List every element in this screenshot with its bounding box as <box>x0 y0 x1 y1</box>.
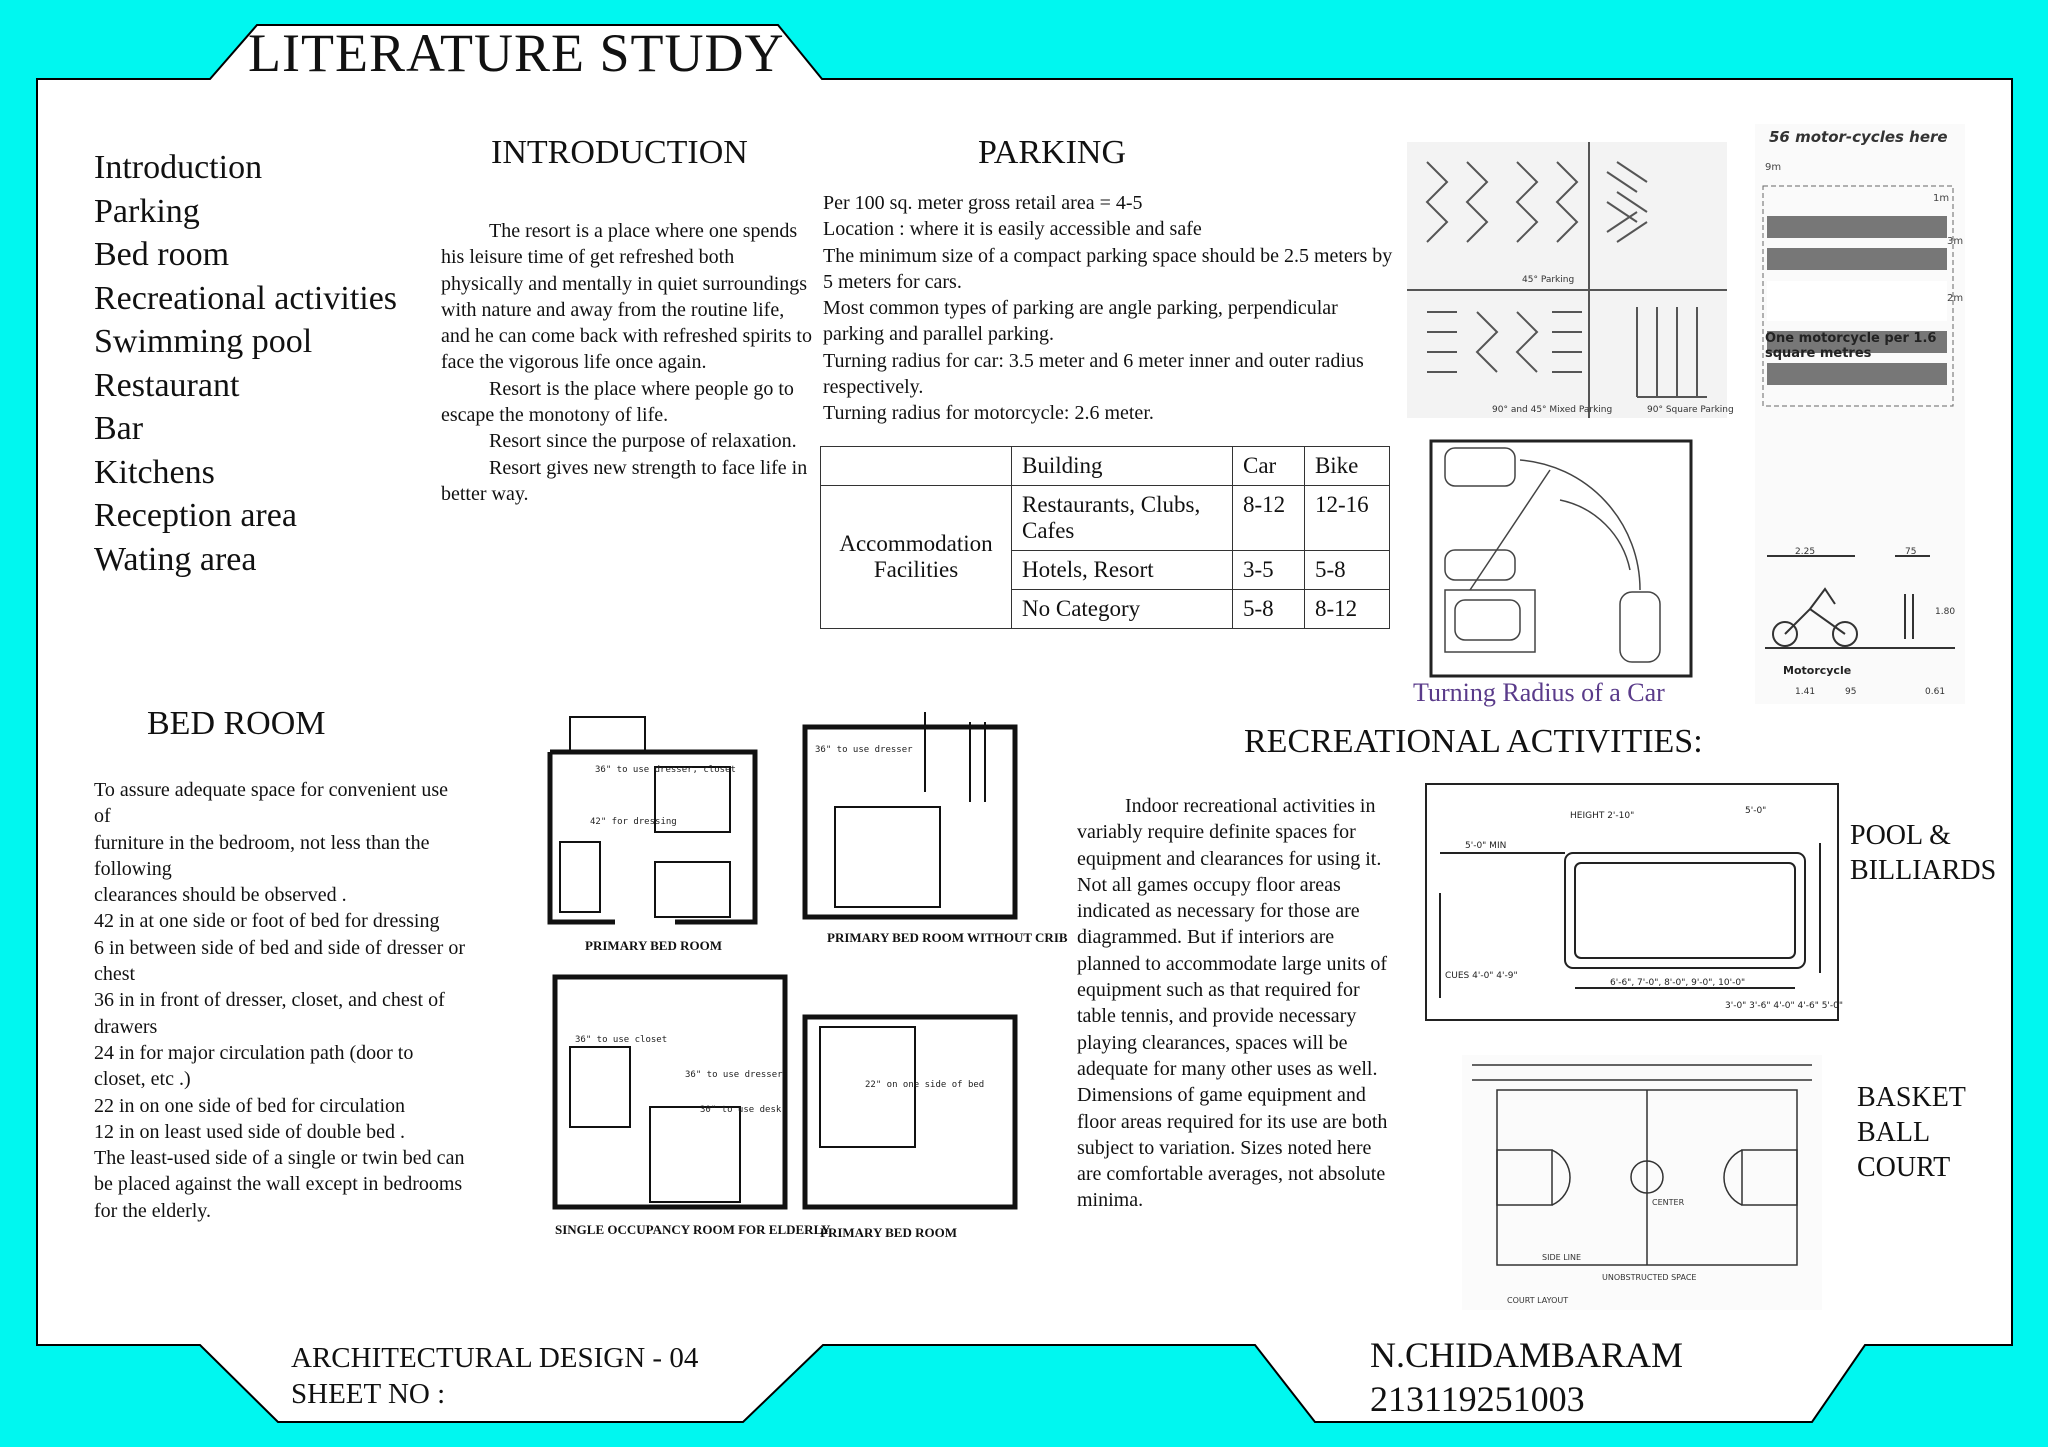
plan-note: 36" to use closet <box>575 1035 668 1045</box>
pool-dim: 5'-0" MIN <box>1465 841 1507 851</box>
parking-line: The minimum size of a compact parking space should be 2.5 meters by 5 meters for cars. <box>823 244 1393 293</box>
parking-angle-label: 45° Parking <box>1522 275 1575 285</box>
sheet-number: SHEET NO : <box>291 1378 446 1410</box>
introduction-text <box>441 218 813 507</box>
pool-dim: CUES 4'-0" 4'-9" <box>1445 971 1518 981</box>
topic-item: Bed room <box>94 236 230 273</box>
moto-dim: 1.80 <box>1935 607 1956 617</box>
table-cell: 5-8 <box>1233 590 1305 629</box>
recreational-text <box>1077 793 1397 1214</box>
moto-dim: 2.25 <box>1795 547 1816 557</box>
basketball-label-line: BALL <box>1857 1117 1931 1148</box>
parking-line: Turning radius for motorcycle: 2.6 meter. <box>823 402 1154 425</box>
register-number: 213119251003 <box>1370 1379 1585 1419</box>
author-name: N.CHIDAMBARAM <box>1370 1335 1684 1375</box>
court-label: SIDE LINE <box>1542 1253 1582 1262</box>
table-row <box>821 486 1390 551</box>
bedroom-line: The least-used side of a single or twin bed can be placed against the wall except in bedrooms for the elderly. <box>94 1147 465 1222</box>
intro-paragraph: Resort gives new strength to face life in better way. <box>441 456 808 505</box>
turning-radius-caption: Turning Radius of a Car <box>1413 678 1665 707</box>
moto-dim: 75 <box>1905 547 1917 557</box>
moto-dim: 3m <box>1947 236 1964 247</box>
parking-table <box>820 446 1390 629</box>
plan-note: 42" for dressing <box>590 817 677 827</box>
table-cell: 3-5 <box>1233 551 1305 590</box>
moto-label: Motorcycle <box>1783 664 1852 677</box>
topic-item: Wating area <box>94 540 257 578</box>
course-name: ARCHITECTURAL DESIGN - 04 <box>291 1342 699 1374</box>
moto-dim: 9m <box>1765 162 1782 173</box>
bedroom-heading: BED ROOM <box>147 705 326 742</box>
pool-billiards-figure <box>1425 783 1844 1023</box>
bedroom-line: 36 in in front of dresser, closet, and chest of drawers <box>94 989 445 1038</box>
plan-caption: PRIMARY BED ROOM <box>820 1225 957 1240</box>
court-label: COURT LAYOUT <box>1507 1296 1569 1305</box>
pool-label <box>1850 818 1996 888</box>
plan-caption: PRIMARY BED ROOM WITHOUT CRIB <box>827 930 1068 945</box>
basketball-label <box>1857 1080 1966 1185</box>
bedroom-plans-figure <box>545 712 1068 1252</box>
moto-grid <box>1755 146 1965 426</box>
pool-label-line: BILLIARDS <box>1850 855 1997 886</box>
motorcycle-drawing <box>1755 544 1965 704</box>
parking-layouts-figure <box>1407 142 1734 418</box>
bedroom-text <box>94 777 466 1224</box>
parking-line: Turning radius for car: 3.5 meter and 6 meter inner and outer radius respectively. <box>823 349 1364 399</box>
recreational-heading: RECREATIONAL ACTIVITIES: <box>1244 723 1703 760</box>
parking-line: Location : where it is easily accessible and safe <box>823 218 1202 241</box>
table-cell: 5-8 <box>1304 551 1389 590</box>
footer-right <box>1370 1333 1683 1421</box>
table-header: Building <box>1012 447 1233 486</box>
topic-item: Restaurant <box>94 366 240 404</box>
table-cell: Hotels, Resort <box>1012 551 1233 590</box>
intro-paragraph: Resort is the place where people go to escape the monotony of life. <box>441 377 794 427</box>
basketball-court-figure <box>1462 1055 1822 1310</box>
plan-note: 36" to use dresser, closet <box>595 765 736 775</box>
motorcycle-figure <box>1755 124 1965 704</box>
topic-item: Reception area <box>94 497 297 534</box>
plan-note: 30" to use desk <box>700 1105 782 1115</box>
turning-radius-figure <box>1430 440 1692 680</box>
basketball-label-line: BASKET <box>1857 1082 1966 1113</box>
table-row <box>821 447 1390 486</box>
moto-note: One motorcycle per 1.6 square metres <box>1765 331 1937 361</box>
pool-label-line: POOL & <box>1850 820 1951 851</box>
parking-line: Per 100 sq. meter gross retail area = 4-5 <box>823 192 1143 214</box>
intro-paragraph: The resort is a place where one spends his leisure time of get refreshed both physically and mentally in quiet surroundings with nature and away from the routine life, and he can come back with refreshed spirits to face the vigorous life once again. <box>441 220 812 374</box>
intro-paragraph: Resort since the purpose of relaxation. <box>489 430 797 453</box>
court-label: CENTER <box>1652 1198 1685 1207</box>
topic-list <box>94 146 397 581</box>
pool-dim: 6'-6", 7'-0", 8'-0", 9'-0", 10'-0" <box>1610 978 1746 988</box>
plan-note: 36" to use dresser <box>815 745 913 755</box>
moto-dim: 2m <box>1947 293 1964 304</box>
topic-item: Swimming pool <box>94 323 313 360</box>
parking-text <box>823 190 1393 427</box>
pool-dim: 3'-0" 3'-6" 4'-0" 4'-6" 5'-0" <box>1725 1001 1844 1011</box>
pool-dim: 5'-0" <box>1745 806 1767 816</box>
bedroom-line: clearances should be observed . <box>94 884 347 907</box>
parking-angle-label: 90° Square Parking <box>1647 405 1734 415</box>
pool-dim: HEIGHT 2'-10" <box>1570 811 1635 821</box>
table-cell: 12-16 <box>1304 486 1389 551</box>
bedroom-line: 24 in for major circulation path (door to closet, etc .) <box>94 1041 414 1091</box>
topic-item: Recreational activities <box>94 279 398 317</box>
court-label: UNOBSTRUCTED SPACE <box>1602 1273 1697 1282</box>
parking-angle-label: 90° and 45° Mixed Parking <box>1492 405 1613 415</box>
basketball-label-line: COURT <box>1857 1152 1951 1183</box>
bedroom-line: 22 in on one side of bed for circulation <box>94 1094 406 1117</box>
plan-note: 22" on one side of bed <box>865 1080 985 1090</box>
plan-caption: PRIMARY BED ROOM <box>585 938 722 953</box>
bedroom-line: To assure adequate space for convenient use of <box>94 779 449 828</box>
table-cell: Restaurants, Clubs, Cafes <box>1012 486 1233 551</box>
table-cell: No Category <box>1012 590 1233 629</box>
moto-title: 56 motor-cycles here <box>1769 128 1948 146</box>
introduction-heading: INTRODUCTION <box>491 134 748 171</box>
moto-dim: 1m <box>1933 193 1950 204</box>
table-header: Car <box>1233 447 1305 486</box>
table-cell: 8-12 <box>1233 486 1305 551</box>
recreational-paragraph: Indoor recreational activities in variably require definite spaces for equipment and clearances for using it. Not all games occupy floor areas indicated as necessary for those are diagrammed. But if interiors are planned to accommodate large units of equipment such as that required for table tennis, and provide necessary playing clearances, spaces will be adequate for many other uses as well. Dimensions of game equipment and floor areas required for its use are both subject to variation. Sizes noted here are comfortable averages, not absolute minima. <box>1077 795 1388 1212</box>
moto-dim: 1.41 <box>1795 687 1816 697</box>
bedroom-line: 42 in at one side or foot of bed for dressing <box>94 910 440 933</box>
parking-line: Most common types of parking are angle parking, perpendicular parking and parallel parking. <box>823 297 1338 346</box>
moto-dim: 95 <box>1845 687 1857 697</box>
page-title: LITERATURE STUDY <box>248 23 785 83</box>
footer-left <box>291 1340 698 1412</box>
parking-heading: PARKING <box>978 134 1127 171</box>
topic-item: Bar <box>94 410 144 447</box>
table-cell: 8-12 <box>1304 590 1389 629</box>
topic-item: Kitchens <box>94 453 215 491</box>
bedroom-line: 6 in between side of bed and side of dresser or chest <box>94 936 465 986</box>
topic-item: Introduction <box>94 149 263 186</box>
table-header: Bike <box>1304 447 1389 486</box>
topic-item: Parking <box>94 192 200 230</box>
plan-note: 36" to use dresser <box>685 1070 783 1080</box>
bedroom-line: 12 in on least used side of double bed . <box>94 1120 406 1143</box>
table-cell <box>821 447 1012 486</box>
moto-dim: 0.61 <box>1925 687 1946 697</box>
table-group-label: Accommodation Facilities <box>821 486 1012 629</box>
bedroom-line: furniture in the bedroom, not less than the following <box>94 831 430 880</box>
plan-caption: SINGLE OCCUPANCY ROOM FOR ELDERLY <box>555 1222 831 1237</box>
